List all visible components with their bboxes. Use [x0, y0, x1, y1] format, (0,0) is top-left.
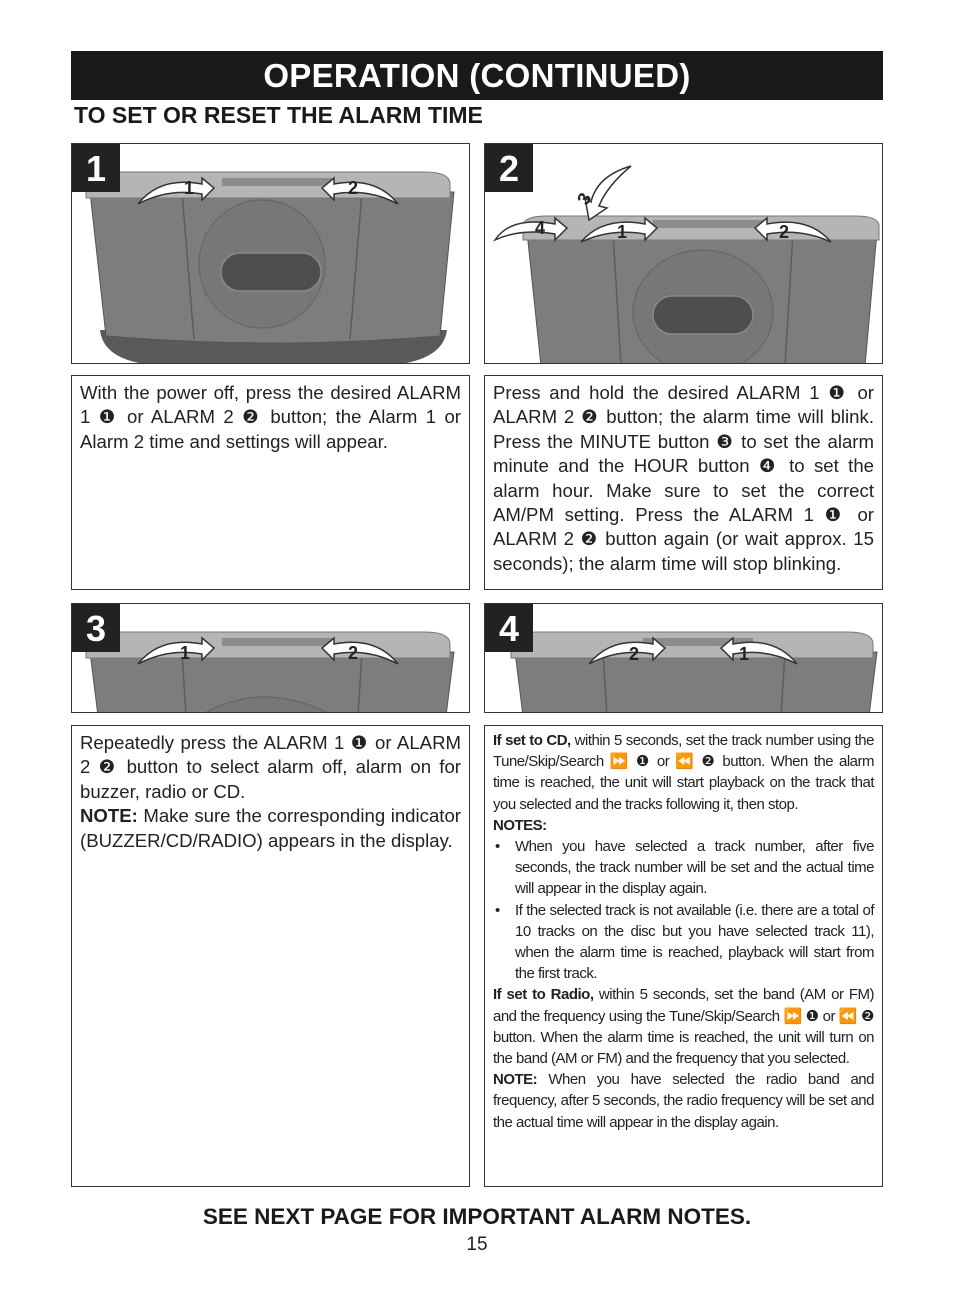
clock-radio-top-view [485, 604, 883, 713]
radio-note-paragraph [493, 1069, 874, 1133]
callout-label: 1 [739, 644, 750, 664]
callout-label: 2 [348, 643, 359, 663]
note-label: NOTE: [493, 1071, 538, 1089]
callout-label: 1 [184, 178, 195, 198]
cd-text: within 5 seconds, set the track number using the Tune/Skip/Search ⏩ ❶ or ⏪ ❷ button. When the alarm time is reached, the unit will start playback on the track that you selected and the tracks following it, then stop. [493, 732, 874, 813]
step-1-number: 1 [72, 144, 120, 192]
note-label: NOTE: [80, 805, 138, 827]
clock-radio-top-view [72, 604, 470, 713]
step-3-instructions [71, 725, 470, 1187]
step-3-number: 3 [72, 604, 120, 652]
cd-label: If set to CD, [493, 732, 571, 749]
note-bullet [493, 836, 874, 900]
clock-radio-top-view [72, 144, 470, 364]
page-number: 15 [466, 1234, 488, 1255]
page-title-banner: OPERATION (CONTINUED) [71, 51, 883, 100]
step-1-instructions [71, 375, 470, 590]
step-3-illustration [71, 603, 470, 713]
bullet-text: When you have selected a track number, after five seconds, the track number will be set and the actual time will appear in the display again. [515, 838, 874, 898]
radio-text: within 5 seconds, set the band (AM or FM) and the frequency using the Tune/Skip/Search ⏩ ❶ or ⏪ ❷ button. When the alarm time is reached, the unit will turn on the band (AM or FM) and the frequency that you selected. [493, 986, 874, 1068]
step-4-illustration [484, 603, 883, 713]
step-3-text: Repeatedly press the ALARM 1 ❶ or ALARM 2 ❷ button to select alarm off, alarm on for buzzer, radio or CD. [80, 732, 461, 802]
section-title: TO SET OR RESET THE ALARM TIME [74, 102, 483, 128]
bullet-mark: • [495, 838, 500, 856]
step-4-number: 4 [485, 604, 533, 652]
note-text: When you have selected the radio band and frequency, after 5 seconds, the radio frequency will be set and the actual time will appear in the display again. [493, 1071, 874, 1131]
step-2-instructions [484, 375, 883, 590]
step-2-illustration [484, 143, 883, 364]
notes-heading [493, 815, 874, 836]
callout-label: 4 [535, 218, 546, 238]
radio-paragraph [493, 984, 874, 1069]
footer-note: SEE NEXT PAGE FOR IMPORTANT ALARM NOTES. [202, 1204, 752, 1229]
step-4-instructions [484, 725, 883, 1187]
callout-label: 1 [617, 222, 628, 242]
notes-label: NOTES: [493, 816, 547, 834]
step-2-text: Press and hold the desired ALARM 1 ❶ or ALARM 2 ❷ button; the alarm time will blink. Press the MINUTE button ❸ to set the alarm minute and the HOUR button ❹ to set the alarm hour. Make sure to set the correct AM/PM setting. Press the ALARM 1 ❶ or ALARM 2 ❷ button again (or wait approx. 15 seconds); the alarm time will stop blinking. [493, 382, 874, 574]
callout-label: 1 [180, 643, 191, 663]
callout-label: 2 [779, 222, 790, 242]
bullet-text: If the selected track is not available (i.e. there are a total of 10 tracks on the disc but you have selected track 11), when the alarm time is reached, playback will start from the first track. [515, 901, 874, 983]
note-text: Make sure the corresponding indicator (BUZZER/CD/RADIO) appears in the display. [80, 805, 461, 851]
radio-label: If set to Radio, [493, 986, 594, 1004]
callout-label: 2 [629, 644, 640, 664]
bullet-mark: • [495, 901, 500, 919]
callout-label: 2 [348, 178, 359, 198]
note-bullet [493, 900, 874, 985]
step-1-text: With the power off, press the desired ALARM 1 ❶ or ALARM 2 ❷ button; the Alarm 1 or Alarm 2 time and settings will appear. [80, 382, 461, 452]
step-1-illustration [71, 143, 470, 364]
step-2-number: 2 [485, 144, 533, 192]
cd-paragraph [493, 730, 874, 815]
callout-label: 3 [573, 189, 596, 208]
clock-radio-top-view [485, 144, 883, 364]
